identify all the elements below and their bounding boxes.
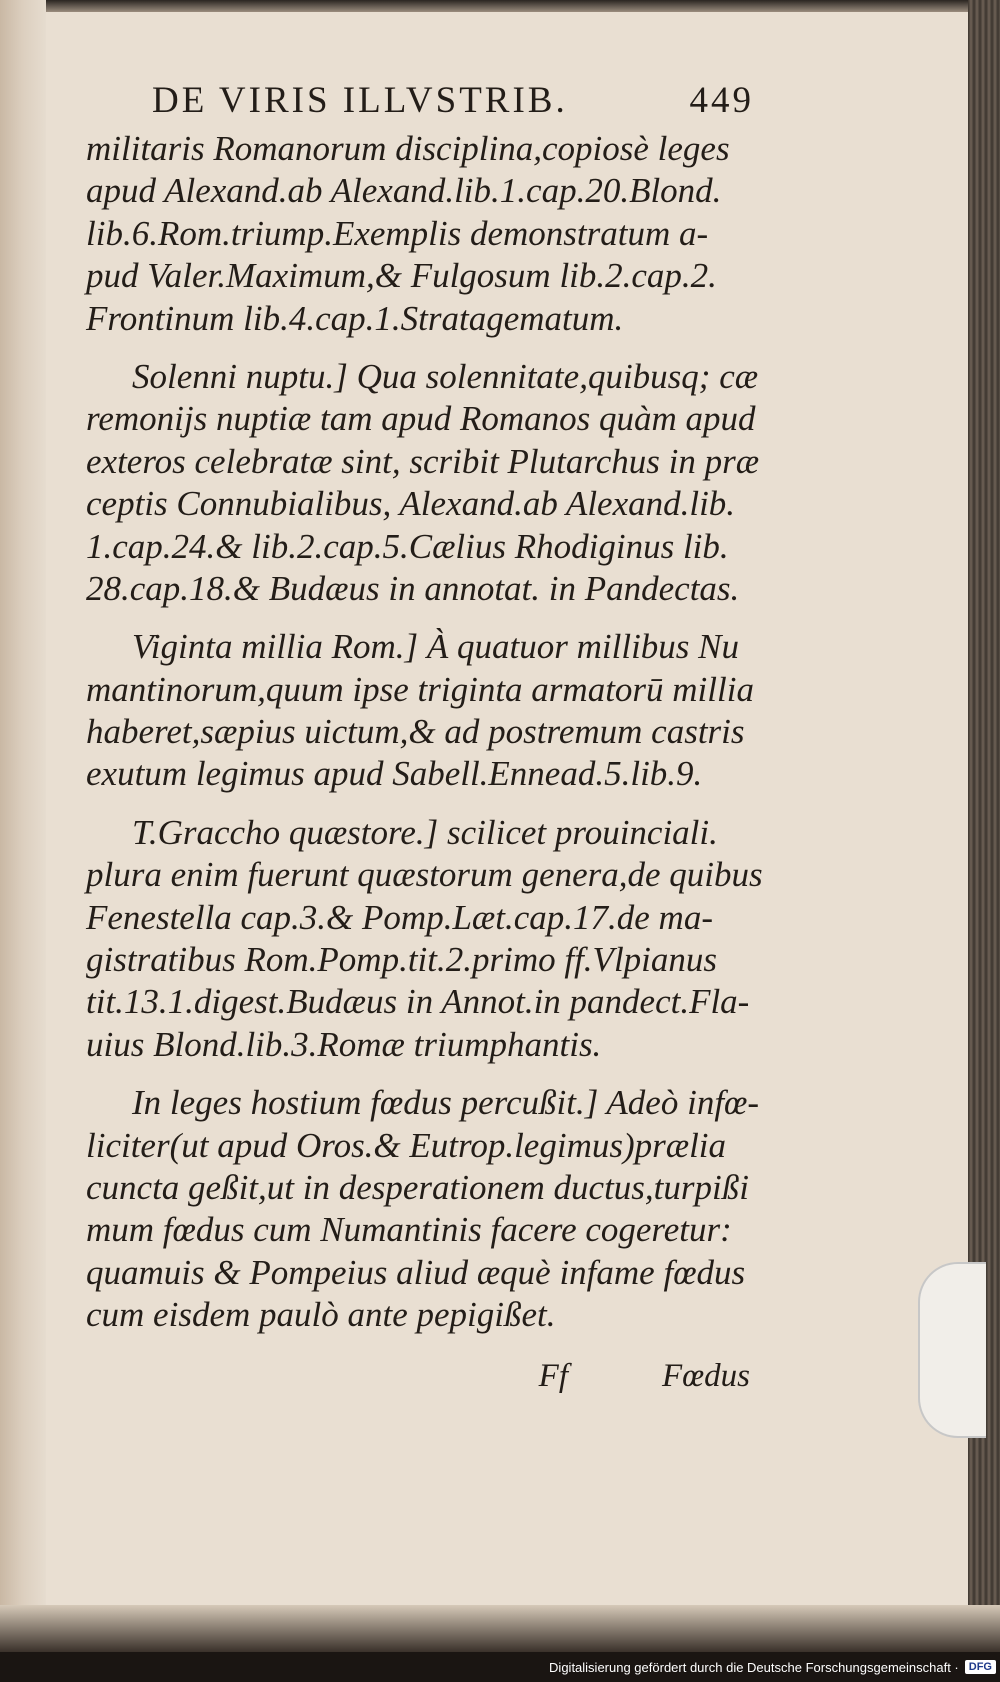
text-line: T.Graccho quæstore.] scilicet prouinciali. bbox=[132, 812, 718, 852]
text-line: gistratibus Rom.Pomp.tit.2.primo ff.Vlpianus bbox=[86, 940, 718, 980]
text-line: apud Alexand.ab Alexand.lib.1.cap.20.Blond. bbox=[86, 171, 722, 211]
text-line: cum eisdem paulò ante pepigißet. bbox=[86, 1295, 556, 1335]
text-line: lib.6.Rom.triump.Exemplis demonstratum a- bbox=[86, 213, 709, 253]
text-line: exteros celebratæ sint, scribit Plutarchus in præ bbox=[86, 441, 760, 481]
catchword: Fœdus bbox=[661, 1357, 750, 1394]
signature-mark: Ff bbox=[538, 1357, 568, 1394]
page-footer bbox=[86, 1355, 754, 1397]
text-line: exutum legimus apud Sabell.Ennead.5.lib.9. bbox=[86, 754, 703, 794]
text-line: quamuis & Pompeius aliud æquè infame fœdus bbox=[86, 1252, 746, 1292]
text-line: In leges hostium fœdus percußit.] Adeò infœ- bbox=[132, 1083, 760, 1123]
binding-gutter bbox=[0, 0, 46, 1652]
text-line: Solenni nuptu.] Qua solennitate,quibusq; cæ bbox=[132, 356, 759, 396]
running-head bbox=[86, 80, 754, 128]
text-line: 28.cap.18.& Budæus in annotat. in Pandectas. bbox=[86, 568, 740, 608]
text-lines bbox=[86, 128, 763, 1337]
text-line: plura enim fuerunt quæstorum genera,de quibus bbox=[86, 855, 763, 895]
text-line: pud Valer.Maximum,& Fulgosum lib.2.cap.2. bbox=[86, 256, 717, 296]
bottom-shadow bbox=[0, 1605, 1000, 1652]
text-line: tit.13.1.digest.Budæus in Annot.in pandect.Fla- bbox=[86, 982, 750, 1022]
text-line: liciter(ut apud Oros.& Eutrop.legimus)prælia bbox=[86, 1125, 727, 1165]
text-line: uius Blond.lib.3.Romæ triumphantis. bbox=[86, 1024, 602, 1064]
dfg-logo-icon: DFG bbox=[965, 1660, 996, 1674]
text-line: haberet,sæpius uictum,& ad postremum castris bbox=[86, 712, 745, 752]
text-line: remonijs nuptiæ tam apud Romanos quàm apud bbox=[86, 399, 756, 439]
text-line: Frontinum lib.4.cap.1.Stratagematum. bbox=[86, 298, 624, 338]
text-line: 1.cap.24.& lib.2.cap.5.Cælius Rhodiginus lib. bbox=[86, 526, 729, 566]
digitization-credit bbox=[549, 1656, 996, 1678]
text-line: mum fœdus cum Numantinis facere cogeretur: bbox=[86, 1210, 732, 1250]
running-head-title: DE VIRIS ILLVSTRIB. bbox=[152, 80, 568, 121]
credit-text: Digitalisierung gefördert durch die Deutsche Forschungsgemeinschaft · bbox=[549, 1659, 959, 1675]
page-top-edge bbox=[0, 0, 1000, 12]
paragraph-gap bbox=[86, 610, 754, 626]
paragraph-gap bbox=[86, 340, 754, 356]
text-line: ceptis Connubialibus, Alexand.ab Alexand.lib. bbox=[86, 484, 736, 524]
page-clip bbox=[918, 1262, 986, 1438]
text-line: militaris Romanorum disciplina,copiosè leges bbox=[86, 129, 730, 168]
text-line: Fenestella cap.3.& Pomp.Læt.cap.17.de ma- bbox=[86, 897, 713, 937]
page-text bbox=[86, 80, 763, 1397]
text-line: mantinorum,quum ipse triginta armatorū millia bbox=[86, 669, 754, 709]
text-line: Viginta millia Rom.] À quatuor millibus Nu bbox=[132, 627, 740, 667]
page-number: 449 bbox=[689, 80, 754, 121]
text-line: cuncta geßit,ut in desperationem ductus,turpißi bbox=[86, 1167, 749, 1207]
paragraph-gap bbox=[86, 1066, 754, 1082]
paragraph-gap bbox=[86, 796, 754, 812]
